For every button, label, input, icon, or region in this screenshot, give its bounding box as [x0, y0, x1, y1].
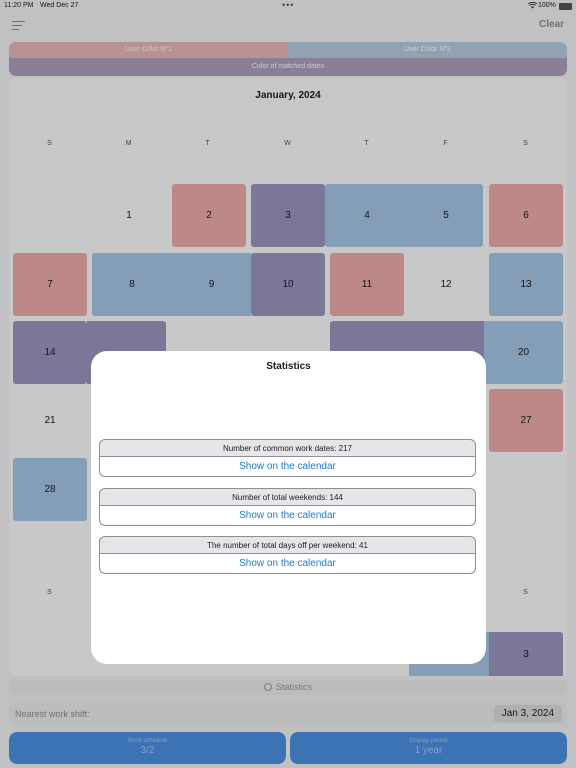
calendar-day[interactable]: 7 [13, 253, 87, 316]
clear-button[interactable]: Clear [538, 19, 564, 30]
stat-card [99, 488, 476, 526]
calendar-day[interactable]: 28 [13, 458, 87, 521]
calendar-day[interactable]: 8 [92, 253, 172, 316]
show-on-calendar-link[interactable]: Show on the calendar [99, 506, 476, 526]
calendar-day[interactable]: 2 [172, 184, 246, 247]
display-period-value: 1 year [414, 745, 443, 756]
calendar-day[interactable]: 21 [44, 415, 56, 426]
battery-level: 100% [538, 2, 556, 9]
display-period-subtitle: Display period [409, 738, 448, 744]
nearest-work-shift-date[interactable]: Jan 3, 2024 [494, 705, 562, 723]
weekday-label: T [205, 140, 210, 147]
month-title: January, 2024 [255, 90, 321, 101]
legend-matched-color[interactable]: Color of matched dates [9, 58, 567, 76]
calendar-day[interactable]: 3 [251, 184, 325, 247]
calendar-day[interactable]: 14 [13, 321, 87, 384]
calendar-day[interactable]: 10 [251, 253, 325, 316]
multitasking-dots-icon[interactable]: ••• [282, 0, 295, 10]
calendar-day[interactable]: 27 [489, 389, 563, 452]
statistics-label: Statistics [275, 682, 312, 692]
stat-card [99, 536, 476, 574]
work-schedule-subtitle: Work schedule [127, 738, 168, 744]
weekday-label: S [523, 140, 528, 147]
weekday-label: S [523, 589, 528, 596]
weekday-label: S [47, 589, 52, 596]
legend-user-color-1[interactable]: User Color Nº1 [9, 42, 288, 58]
stat-label: Number of total weekends: 144 [99, 488, 476, 506]
legend-user-color-2[interactable]: User Color Nº2 [288, 42, 567, 58]
weekday-label: F [443, 140, 448, 147]
show-on-calendar-link[interactable]: Show on the calendar [99, 457, 476, 477]
stat-label: The number of total days off per weekend: 41 [99, 536, 476, 554]
weekday-label: T [364, 140, 369, 147]
weekday-label: W [284, 140, 291, 147]
calendar-day[interactable]: 1 [126, 210, 132, 221]
calendar-day[interactable]: 20 [484, 321, 563, 384]
status-time: 11:20 PM [4, 2, 34, 9]
nearest-work-shift-label: Nearest work shift: [15, 709, 90, 719]
weekday-label: S [47, 140, 52, 147]
stat-card [99, 439, 476, 477]
calendar-day[interactable]: 5 [409, 184, 483, 247]
modal-title: Statistics [266, 361, 311, 372]
calendar-day[interactable]: 12 [440, 279, 452, 290]
calendar-day[interactable]: 3 [489, 632, 563, 676]
calendar-day[interactable]: 4 [325, 184, 409, 247]
calendar-day[interactable]: 6 [489, 184, 563, 247]
calendar-day[interactable]: 13 [489, 253, 563, 316]
status-date: Wed Dec 27 [40, 2, 79, 9]
weekday-label: M [125, 140, 132, 147]
work-schedule-value: 3/2 [140, 745, 155, 756]
stat-label: Number of common work dates: 217 [99, 439, 476, 457]
show-on-calendar-link[interactable]: Show on the calendar [99, 554, 476, 574]
calendar-day[interactable]: 9 [172, 253, 251, 316]
calendar-day[interactable]: 11 [330, 253, 404, 316]
